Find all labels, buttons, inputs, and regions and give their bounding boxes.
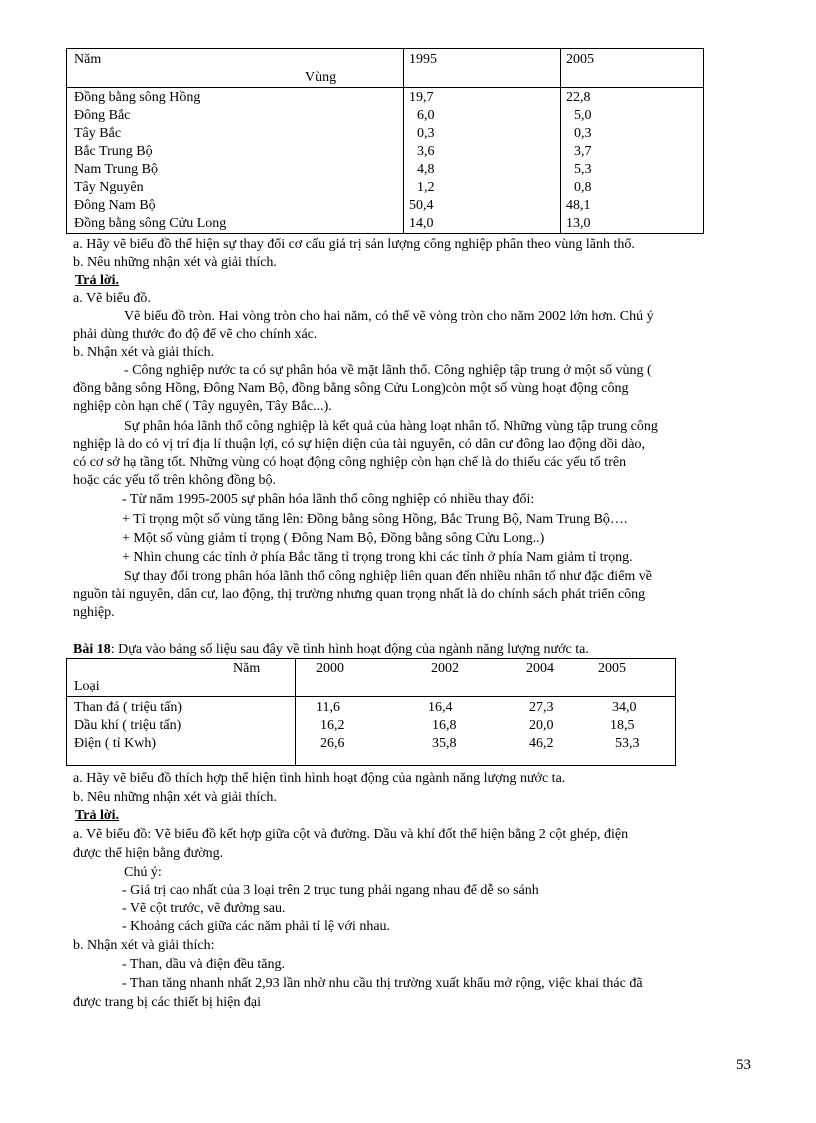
note-label: Chú ý: bbox=[124, 865, 162, 880]
paragraph-line: - Công nghiệp nước ta có sự phân hóa về mặt lãnh thổ. Công nghiệp tập trung ở một số vùng ( bbox=[124, 363, 652, 378]
paragraph-line: nghiệp là do có vị trí địa lí thuận lợi, có sự hiện diện của tài nguyên, có dân cư đông lao động dồi dào, bbox=[73, 437, 645, 452]
table-row-region: Đồng bằng sông Hồng bbox=[74, 90, 201, 105]
answer-label: Trả lời. bbox=[75, 273, 120, 288]
table-row-type: Dầu khí ( triệu tấn) bbox=[74, 718, 182, 733]
table-cell: 22,8 bbox=[566, 90, 591, 105]
note-item: - Khoảng cách giữa các năm phải tỉ lệ với nhau. bbox=[122, 919, 391, 934]
table-cell: 16,2 bbox=[320, 718, 345, 733]
paragraph-line: Sự thay đổi trong phân hóa lãnh thổ công nghiệp liên quan đến nhiều nhân tố như đặc điểm về bbox=[124, 569, 653, 584]
question-b: b. Nêu những nhận xét và giải thích. bbox=[73, 255, 277, 270]
paragraph-line: Sự phân hóa lãnh thổ công nghiệp là kết quả của hàng loạt nhân tố. Những vùng tập trung công bbox=[124, 419, 658, 434]
note-item: - Giá trị cao nhất của 3 loại trên 2 trục tung phải ngang nhau để dễ so sánh bbox=[122, 883, 539, 898]
table-row-region: Bắc Trung Bộ bbox=[74, 144, 153, 159]
question-b: b. Nêu những nhận xét và giải thích. bbox=[73, 790, 277, 805]
table-cell: 3,7 bbox=[574, 144, 592, 159]
table-row-region: Tây Bắc bbox=[74, 126, 122, 141]
table-cell: 16,8 bbox=[432, 718, 457, 733]
table-cell: 13,0 bbox=[566, 216, 591, 231]
table-cell: 3,6 bbox=[417, 144, 435, 159]
table-cell: 16,4 bbox=[428, 700, 453, 715]
paragraph-line: + Nhìn chung các tỉnh ở phía Bắc tăng tỉ trọng trong khi các tỉnh ở phía Nam giảm tỉ trọng. bbox=[122, 550, 633, 565]
note-item: - Vẽ cột trước, vẽ đường sau. bbox=[122, 901, 286, 916]
table-row-region: Đồng bằng sông Cửu Long bbox=[74, 216, 227, 231]
table-cell: 5,3 bbox=[574, 162, 592, 177]
table-header-2000: 2000 bbox=[316, 661, 344, 676]
paragraph-line: a. Vẽ biểu đồ: Vẽ biểu đồ kết hợp giữa cột và đường. Dầu và khí đốt thể hiện bằng 2 cột ghép, điện bbox=[73, 827, 629, 842]
table-cell: 19,7 bbox=[409, 90, 434, 105]
table-header-type: Loại bbox=[74, 679, 100, 694]
paragraph-line: nguồn tài nguyên, dân cư, lao động, thị trường nhưng quan trọng nhất là do chính sách phát triển công bbox=[73, 587, 646, 602]
exercise-label: Bài 18 bbox=[73, 642, 111, 657]
table-cell: 27,3 bbox=[529, 700, 554, 715]
table-cell: 20,0 bbox=[529, 718, 554, 733]
paragraph-line: - Từ năm 1995-2005 sự phân hóa lãnh thổ công nghiệp có nhiều thay đổi: bbox=[122, 492, 535, 507]
table-row-type: Điện ( tỉ Kwh) bbox=[74, 736, 157, 751]
table-header-2005: 2005 bbox=[598, 661, 626, 676]
paragraph-line: nghiệp còn hạn chế ( Tây nguyên, Tây Bắc...). bbox=[73, 399, 332, 414]
table-cell: 4,8 bbox=[417, 162, 435, 177]
table-cell: 0,8 bbox=[574, 180, 592, 195]
table-cell: 0,3 bbox=[417, 126, 435, 141]
paragraph-line: nghiệp. bbox=[73, 605, 115, 620]
paragraph-line: được thể hiện bằng đường. bbox=[73, 846, 224, 861]
question-a: a. Hãy vẽ biểu đồ thích hợp thể hiện tình hình hoạt động của ngành năng lượng nước ta. bbox=[73, 771, 566, 786]
industry-region-table bbox=[66, 48, 704, 234]
table-row-type: Than đá ( triệu tấn) bbox=[74, 700, 183, 715]
answer-b-heading: b. Nhận xét và giải thích: bbox=[73, 938, 215, 953]
answer-b-heading: b. Nhận xét và giải thích. bbox=[73, 345, 215, 360]
question-a: a. Hãy vẽ biểu đồ thể hiện sự thay đổi cơ cấu giá trị sản lượng công nghiệp phân theo vùng lãnh thổ. bbox=[73, 237, 635, 252]
table-row-region: Đông Nam Bộ bbox=[74, 198, 156, 213]
paragraph-line: - Than tăng nhanh nhất 2,93 lần nhờ nhu cầu thị trường xuất khẩu mở rộng, việc khai thác đã bbox=[122, 976, 643, 991]
table-cell: 48,1 bbox=[566, 198, 591, 213]
table-cell: 6,0 bbox=[417, 108, 435, 123]
table-header-2004: 2004 bbox=[526, 661, 554, 676]
table-cell: 53,3 bbox=[615, 736, 640, 751]
table-cell: 5,0 bbox=[574, 108, 592, 123]
paragraph-line: phải dùng thước đo độ để vẽ cho chính xác. bbox=[73, 327, 318, 342]
table-cell: 26,6 bbox=[320, 736, 345, 751]
answer-a-heading: a. Vẽ biểu đồ. bbox=[73, 291, 151, 306]
exercise-title-text: : Dựa vào bảng số liệu sau đây về tình hình hoạt động của ngành năng lượng nước ta. bbox=[110, 642, 589, 657]
page-number: 53 bbox=[736, 1057, 751, 1073]
exercise-title bbox=[73, 641, 589, 659]
table-row-region: Nam Trung Bộ bbox=[74, 162, 159, 177]
table-cell: 14,0 bbox=[409, 216, 434, 231]
table-header-2005: 2005 bbox=[566, 52, 594, 67]
table-header-region: Vùng bbox=[305, 70, 337, 85]
table-row-region: Đông Bắc bbox=[74, 108, 131, 123]
table-header-year: Năm bbox=[233, 661, 261, 676]
table-header-1995: 1995 bbox=[409, 52, 437, 67]
answer-label: Trả lời. bbox=[75, 808, 120, 823]
table-row-region: Tây Nguyên bbox=[74, 180, 144, 195]
table-header-2002: 2002 bbox=[431, 661, 459, 676]
paragraph-line: được trang bị các thiết bị hiện đại bbox=[73, 995, 261, 1010]
table-cell: 18,5 bbox=[610, 718, 635, 733]
energy-table bbox=[66, 658, 676, 766]
paragraph-line: Vẽ biểu đồ tròn. Hai vòng tròn cho hai năm, có thể vẽ vòng tròn cho năm 2002 lớn hơn. Chú ý bbox=[124, 309, 654, 324]
paragraph-line: + Một số vùng giảm tỉ trọng ( Đông Nam Bộ, Đồng bằng sông Cửu Long..) bbox=[122, 531, 545, 546]
table-cell: 11,6 bbox=[316, 700, 340, 715]
table-cell: 34,0 bbox=[612, 700, 637, 715]
table-cell: 46,2 bbox=[529, 736, 554, 751]
table-cell: 50,4 bbox=[409, 198, 434, 213]
paragraph-line: + Tỉ trọng một số vùng tăng lên: Đồng bằng sông Hồng, Bắc Trung Bộ, Nam Trung Bộ…. bbox=[122, 512, 628, 527]
table-cell: 1,2 bbox=[417, 180, 435, 195]
table-cell: 35,8 bbox=[432, 736, 457, 751]
paragraph-line: hoặc các yếu tố trên không đồng bộ. bbox=[73, 473, 276, 488]
table-header-year: Năm bbox=[74, 52, 102, 67]
paragraph-line: đồng bằng sông Hồng, Đông Nam Bộ, đồng bằng sông Cửu Long)còn một số vùng hoạt động công bbox=[73, 381, 629, 396]
table-cell: 0,3 bbox=[574, 126, 592, 141]
paragraph-line: có cơ sở hạ tầng tốt. Những vùng có hoạt động công nghiệp còn hạn chế là do thiếu các yếu tố trên bbox=[73, 455, 627, 470]
paragraph-line: - Than, dầu và điện đều tăng. bbox=[122, 957, 286, 972]
